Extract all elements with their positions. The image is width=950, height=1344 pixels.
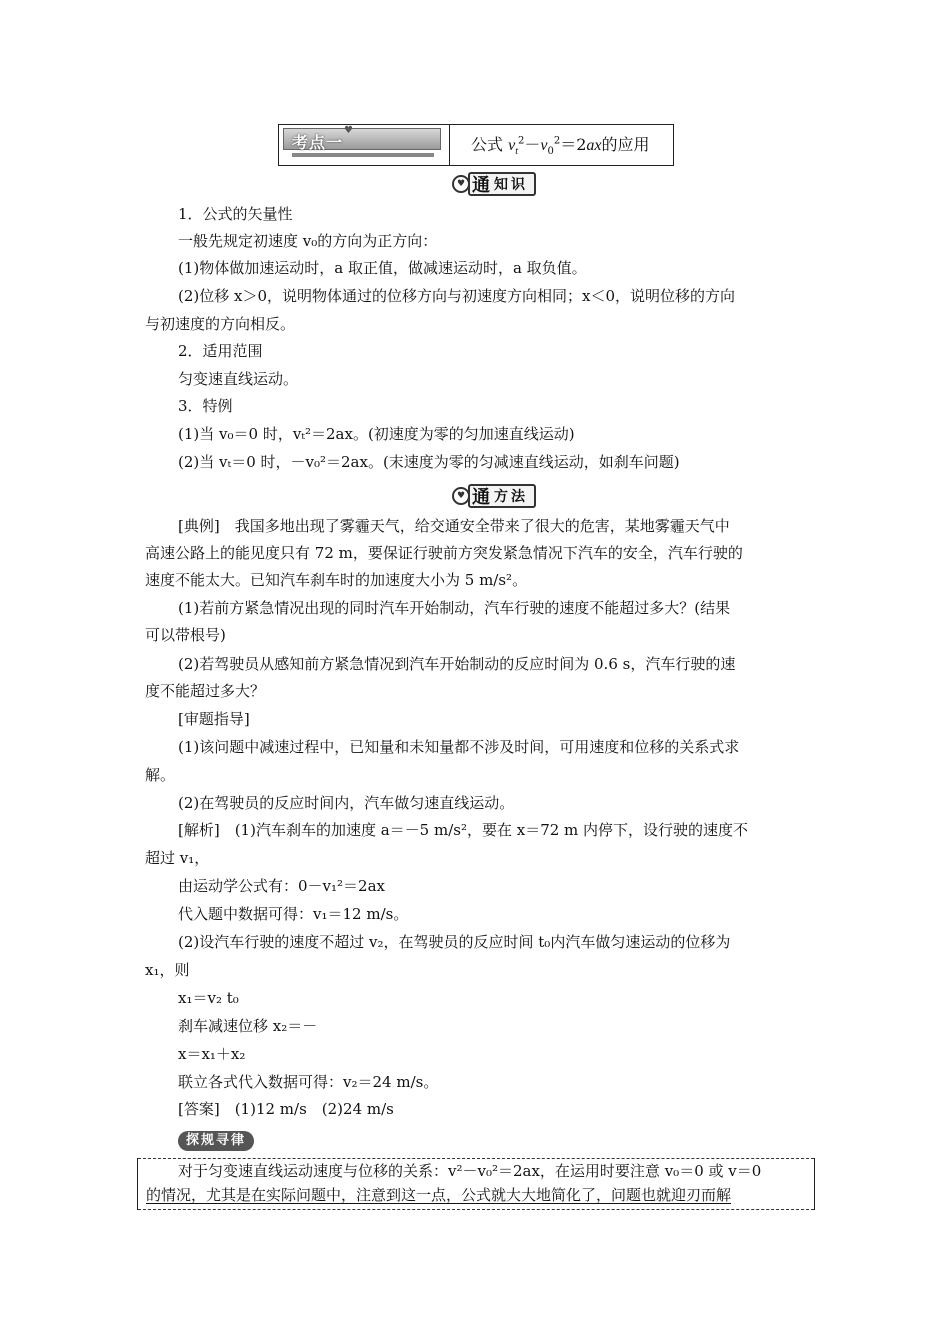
text-line: 度不能超过多大？ (145, 682, 266, 700)
text-line: 1．公式的矢量性 (178, 205, 293, 223)
tip-text-line: 对于匀变速直线运动速度与位移的关系：v²－v₀²＝2ax，在运用时要注意 v₀＝0 或 v＝0 (178, 1162, 762, 1180)
text-line: (2)当 vₜ＝0 时，－v₀²＝2ax。(末速度为零的匀减速直线运动，如刹车问题) (178, 453, 680, 471)
divider (449, 125, 450, 165)
text-line: 匀变速直线运动。 (178, 370, 299, 388)
text-line: [答案] (1)12 m/s (2)24 m/s (178, 1100, 394, 1118)
text-line: [解析] (1)汽车刹车的加速度 a＝－5 m/s²，要在 x＝72 m 内停下，设行驶的速度不 (178, 821, 749, 839)
text-line: 一般先规定初速度 v₀的方向为正方向： (178, 232, 438, 250)
topic-title: 公式 $v_t^2-v_0^2=2ax$的应用 (471, 135, 650, 158)
text-line: (2)设汽车行驶的速度不超过 v₂，在驾驶员的反应时间 t₀内汽车做匀速运动的位移为 (178, 933, 731, 951)
text-line: 联立各式代入数据可得：v₂＝24 m/s。 (178, 1073, 439, 1091)
text-line: 由运动学公式有：0－v₁²＝2ax (178, 877, 385, 895)
text-line: 代入题中数据可得：v₁＝12 m/s。 (178, 905, 409, 923)
text-line: (1)当 v₀＝0 时，vₜ²＝2ax。(初速度为零的匀加速直线运动) (178, 425, 575, 443)
topic-header (278, 124, 674, 166)
text-line: (2)位移 x＞0，说明物体通过的位移方向与初速度方向相同；x＜0，说明位移的方向 (178, 287, 736, 305)
text-line: (2)若驾驶员从感知前方紧急情况到汽车开始制动的反应时间为 0.6 s，汽车行驶的速 (178, 655, 736, 673)
tip-box (137, 1158, 815, 1210)
topic-tag (283, 125, 441, 152)
text-line: (1)物体做加速运动时，a 取正值，做减速运动时，a 取负值。 (178, 259, 587, 277)
text-line: x₁，则 (145, 961, 190, 979)
text-line: 超过 v₁， (145, 849, 210, 867)
text-line: x₁＝v₂ t₀ (178, 989, 239, 1007)
text-line: (2)在驾驶员的反应时间内，汽车做匀速直线运动。 (178, 794, 515, 812)
heart-icon: ♥ (452, 487, 470, 505)
text-line: 2．适用范围 (178, 342, 263, 360)
text-line: 高速公路上的能见度只有 72 m，要保证行驶前方突发紧急情况下汽车的安全，汽车行驶的 (145, 544, 743, 562)
text-line: [审题指导] (178, 710, 250, 728)
text-line: 刹车减速位移 x₂＝－ (178, 1017, 318, 1035)
topic-tag-label: 考点一 (292, 133, 344, 152)
tag-underline (292, 153, 434, 157)
section-badge-knowledge: ♥ 通 知识 (452, 172, 536, 196)
tip-text-line: 的情况，尤其是在实际问题中，注意到这一点，公式就大大地简化了，问题也就迎刃而解 (146, 1186, 732, 1204)
text-line: 3．特例 (178, 397, 233, 415)
section-badge-method: ♥ 通 方法 (452, 484, 536, 508)
heart-icon: ♥ (452, 175, 470, 193)
text-line: 与初速度的方向相反。 (145, 315, 296, 333)
text-line: 解。 (145, 766, 176, 784)
heart-icon: ♥ (344, 125, 353, 136)
text-line: [典例] 我国多地出现了雾霾天气，给交通安全带来了很大的危害，某地雾霾天气中 (178, 517, 730, 535)
text-line: 可以带根号) (145, 626, 226, 644)
text-line: (1)该问题中减速过程中，已知量和未知量都不涉及时间，可用速度和位移的关系式求 (178, 738, 740, 756)
tip-label: 探规寻律 (178, 1131, 254, 1151)
text-line: 速度不能太大。已知汽车刹车时的加速度大小为 5 m/s²。 (145, 571, 528, 589)
text-line: x＝x₁＋x₂ (178, 1045, 246, 1063)
text-line: (1)若前方紧急情况出现的同时汽车开始制动，汽车行驶的速度不能超过多大？(结果 (178, 599, 731, 617)
